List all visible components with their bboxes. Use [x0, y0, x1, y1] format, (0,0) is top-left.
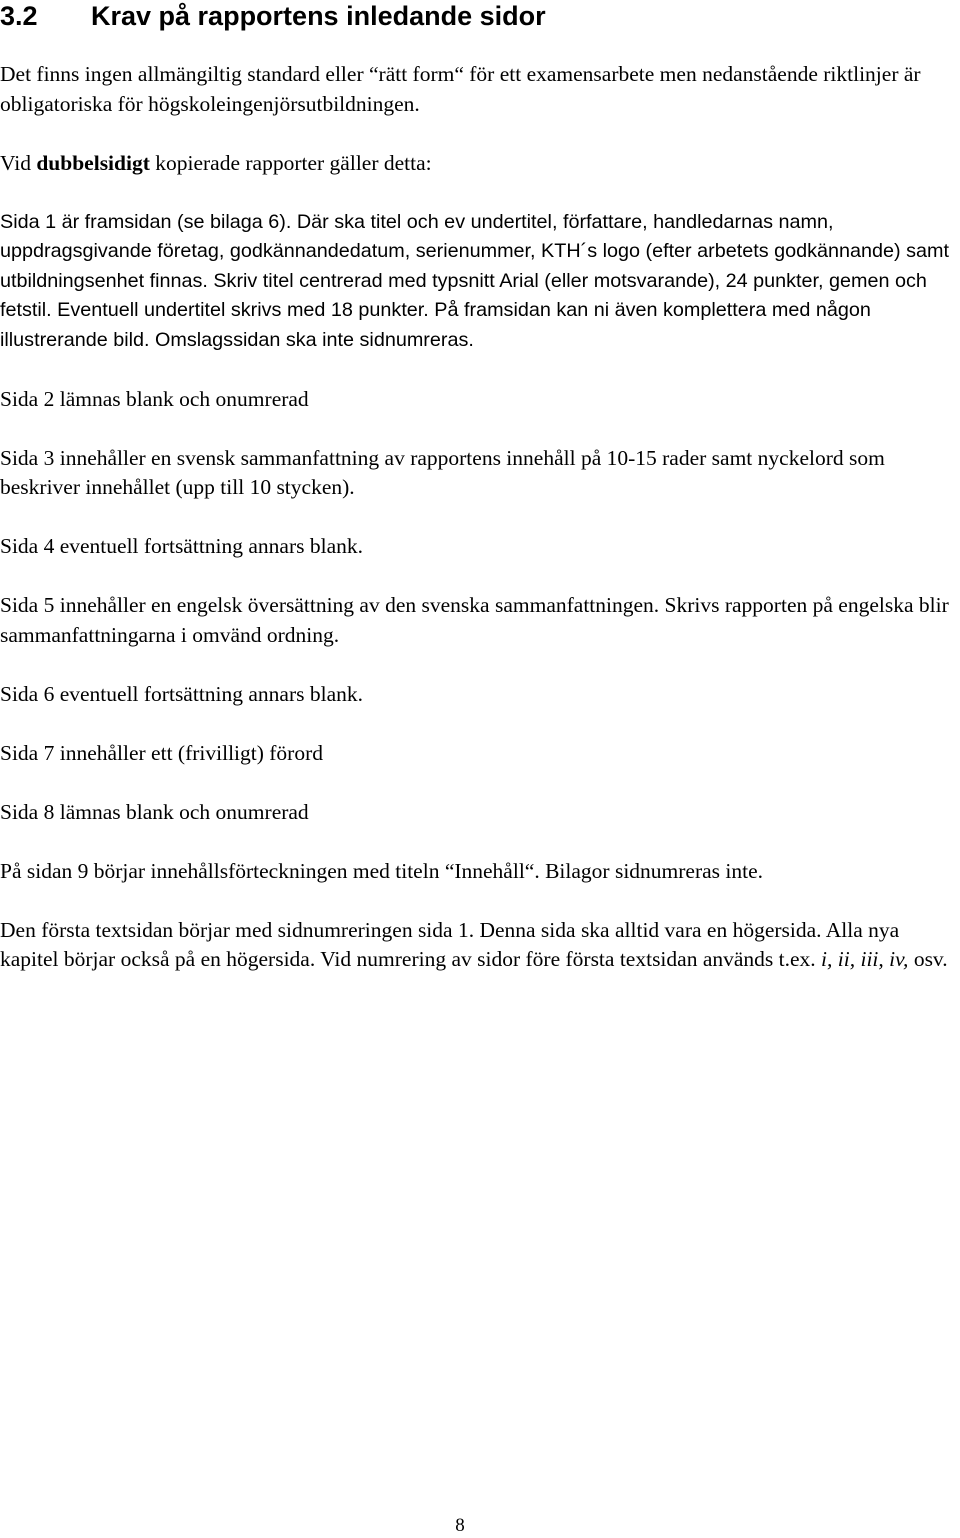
page6-paragraph: Sida 6 eventuell fortsättning annars blank. — [0, 681, 364, 706]
closing-paragraph: Den första textsidan börjar med sidnumreringen sida 1. Denna sida ska alltid vara en högersida. Alla nya kapitel börjar också på en högersida. Vid numrering av sidor före första textsidan används t.ex. i, ii, iii, iv, osv. — [0, 917, 948, 971]
section-heading — [0, 0, 546, 32]
document-body — [0, 60, 958, 1004]
page3-paragraph: Sida 3 innehåller en svensk sammanfattning av rapportens innehåll på 10-15 rader samt nyckelord som beskriver innehållet (upp till 10 stycken). — [0, 445, 885, 499]
roman-numerals: i, ii, iii, iv, — [821, 947, 909, 971]
page1-paragraph — [0, 208, 958, 356]
page4-paragraph: Sida 4 eventuell fortsättning annars blank. — [0, 534, 364, 558]
page9-paragraph: På sidan 9 börjar innehållsförteckningen med titeln “Innehåll“. Bilagor sidnumreras inte. — [0, 858, 764, 883]
section-number: 3.2 — [0, 1, 38, 31]
section-title: Krav på rapportens inledande sidor — [91, 1, 546, 31]
page-number: 8 — [455, 1515, 465, 1536]
duplex-paragraph: Vid dubbelsidigt kopierade rapporter gäller detta: — [0, 150, 432, 175]
page8-paragraph: Sida 8 lämnas blank och onumrerad — [0, 799, 309, 824]
page7-paragraph: Sida 7 innehåller ett (frivilligt) förord — [0, 740, 324, 765]
page1-details: Där ska titel och ev undertitel, författare, handledarnas namn, uppdragsgivande företag, godkännandedatum, serienummer, KTH´s logo (efter arbetets godkännande) samt utbildningsenhet finnas. Skriv titel centrerad med typsnitt Arial (eller motsvarande), 24 punkter, gemen och fetstil. Eventuell undertitel skrivs med 18 punkter. På framsidan kan ni även komplettera med någon illustrerande bild. Omslagssidan ska inte sidnumreras. — [0, 210, 949, 351]
page5-paragraph: Sida 5 innehåller en engelsk översättning av den svenska sammanfattningen. Skrivs rapporten på engelska blir sammanfattningarna i omvänd ordning. — [0, 593, 949, 647]
intro-paragraph: Det finns ingen allmängiltig standard eller “rätt form“ för ett examensarbete men nedanstående riktlinjer är obligatoriska för högskoleingenjörsutbildningen. — [0, 62, 921, 116]
duplex-emphasis: dubbelsidigt — [36, 150, 150, 175]
page1-lead: Sida 1 är framsidan (se bilaga 6). — [0, 210, 292, 233]
page2-paragraph: Sida 2 lämnas blank och onumrerad — [0, 386, 309, 411]
